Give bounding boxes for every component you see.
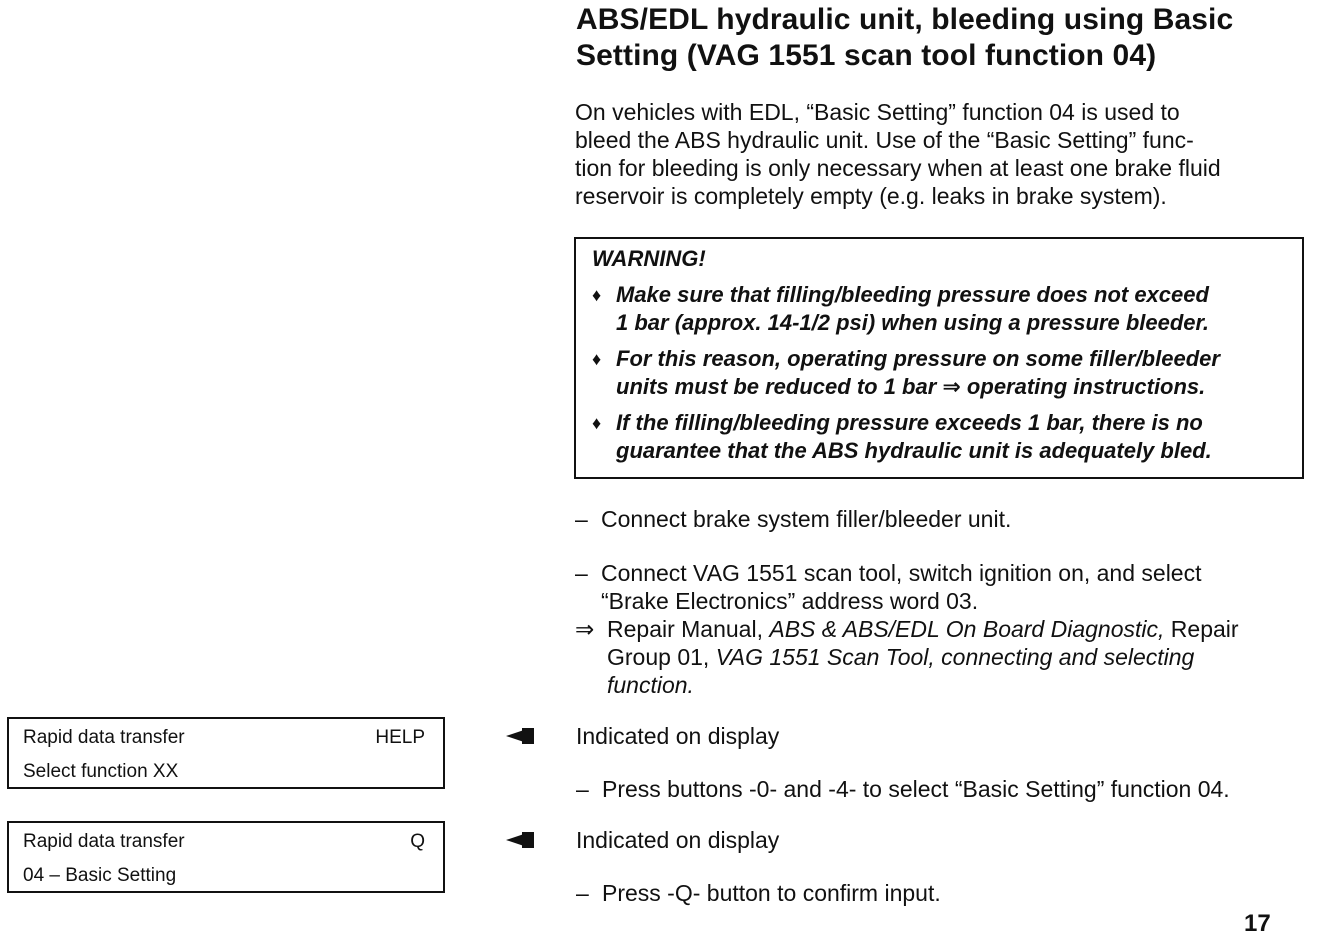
- display-row: [23, 755, 425, 789]
- scan-tool-display-2: [7, 821, 445, 893]
- action-select-basic-setting: [576, 775, 1230, 803]
- reference-suffix: Repair: [1164, 616, 1239, 642]
- action-1-text: Press buttons -0- and -4- to select “Basic Setting” function 04.: [602, 776, 1230, 802]
- warning-bullet-3-line-2: guarantee that the ABS hydraulic unit is adequately bled.: [616, 438, 1212, 463]
- bullet-diamond-icon: ♦: [592, 413, 602, 433]
- page-title: [576, 2, 1316, 74]
- step-1-text: Connect brake system filler/bleeder unit.: [601, 506, 1012, 532]
- reference-line-2: [607, 643, 1310, 671]
- pointer-arrow-icon: [506, 727, 534, 745]
- title-line-2: Setting (VAG 1551 scan tool function 04): [576, 39, 1157, 72]
- warning-bullet: [592, 409, 1290, 465]
- display-2-row-1-left: Rapid data transfer: [23, 831, 185, 852]
- reference-arrow-icon: ⇒: [575, 616, 595, 642]
- warning-bullet-2-line-2: units must be reduced to 1 bar ⇒ operating instructions.: [616, 374, 1206, 399]
- reference-prefix: Repair Manual,: [607, 616, 770, 642]
- step-2-line-1: Connect VAG 1551 scan tool, switch ignition on, and select: [601, 560, 1202, 586]
- display-row: [23, 825, 425, 859]
- warning-bullet: [592, 345, 1290, 401]
- step-dash: –: [575, 560, 588, 586]
- warning-bullet-1-line-2: 1 bar (approx. 14-1/2 psi) when using a pressure bleeder.: [616, 310, 1209, 335]
- procedure-steps: [575, 505, 1310, 699]
- reference-group: Group 01,: [607, 644, 716, 670]
- step-connect-bleeder: [575, 505, 1310, 533]
- warning-box: [574, 237, 1304, 479]
- display-1-row-2-left: Select function XX: [23, 761, 179, 782]
- intro-line-3: tion for bleeding is only necessary when at least one brake fluid: [575, 155, 1221, 181]
- reference-line-1: [607, 615, 1310, 643]
- display-2-row-2-left: 04 – Basic Setting: [23, 865, 177, 886]
- warning-heading: WARNING!: [592, 246, 706, 271]
- intro-line-1: On vehicles with EDL, “Basic Setting” function 04 is used to: [575, 99, 1180, 125]
- reference-section-title: VAG 1551 Scan Tool, connecting and selecting: [715, 644, 1195, 670]
- pointer-arrow-icon: [506, 831, 534, 849]
- step-dash: –: [576, 776, 589, 802]
- reference-section-title-end: function.: [607, 672, 694, 698]
- step-2-line-2: “Brake Electronics” address word 03.: [601, 588, 979, 614]
- intro-paragraph: [575, 98, 1310, 210]
- scan-tool-display-1: [7, 717, 445, 789]
- bullet-diamond-icon: ♦: [592, 285, 602, 305]
- warning-bullet: [592, 281, 1290, 337]
- reference-manual-title: ABS & ABS/EDL On Board Diagnostic,: [769, 616, 1165, 642]
- indicated-on-display-2: Indicated on display: [576, 827, 780, 853]
- display-1-row-1-right: HELP: [375, 727, 425, 748]
- intro-line-4: reservoir is completely empty (e.g. leaks in brake system).: [575, 183, 1167, 209]
- display-1-row-1-left: Rapid data transfer: [23, 727, 185, 748]
- display-row: [23, 859, 425, 893]
- repair-manual-reference: [575, 615, 1310, 699]
- display-row: [23, 721, 425, 755]
- step-dash: –: [576, 880, 589, 906]
- reference-line-3: [607, 671, 1310, 699]
- indicated-on-display-1: Indicated on display: [576, 723, 780, 749]
- action-2-text: Press -Q- button to confirm input.: [602, 880, 941, 906]
- step-connect-scan-tool: [575, 559, 1310, 615]
- warning-bullet-1-line-1: Make sure that filling/bleeding pressure does not exceed: [616, 282, 1209, 307]
- warning-bullet-3-line-1: If the filling/bleeding pressure exceeds 1 bar, there is no: [616, 410, 1203, 435]
- warning-bullet-2-line-1: For this reason, operating pressure on some filler/bleeder: [616, 346, 1220, 371]
- title-line-1: ABS/EDL hydraulic unit, bleeding using Basic: [576, 3, 1234, 36]
- page-number: 17: [1244, 910, 1271, 937]
- display-2-row-1-right: Q: [410, 831, 425, 852]
- bullet-diamond-icon: ♦: [592, 349, 602, 369]
- step-dash: –: [575, 506, 588, 532]
- action-confirm-input: [576, 879, 941, 907]
- intro-line-2: bleed the ABS hydraulic unit. Use of the “Basic Setting” func-: [575, 127, 1194, 153]
